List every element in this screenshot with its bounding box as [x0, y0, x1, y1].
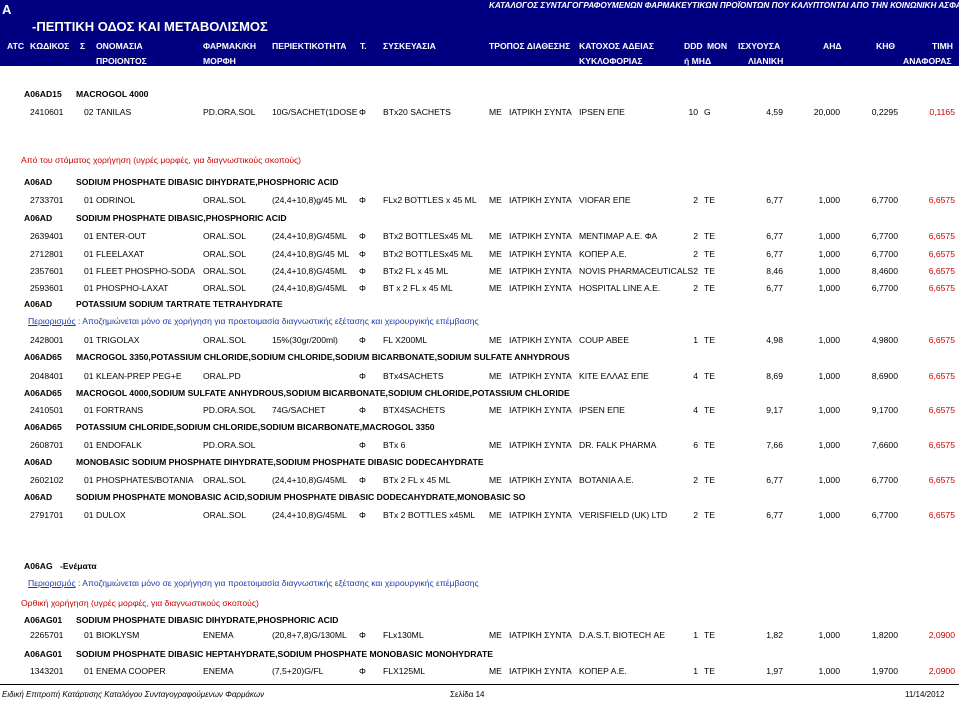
cell-unit: G: [704, 107, 711, 117]
cell-s: 01: [84, 231, 94, 241]
cell-code: 2733701: [30, 195, 64, 205]
cell-pack: BTx20 SACHETS: [383, 107, 451, 117]
cell-ahd: 1,000: [818, 335, 840, 345]
cell-disp2: ΙΑΤΡΙΚΗ ΣΥΝΤΑ: [509, 107, 572, 117]
cell-code: 2791701: [30, 510, 64, 520]
cell-name: BIOKLYSM: [96, 630, 140, 640]
cell-name: PHOSPHO-LAXAT: [96, 283, 169, 293]
cell-s: 01: [84, 475, 94, 485]
cell-holder: D.A.S.T. BIOTECH ΑΕ: [579, 630, 665, 640]
cell-holder: DR. FALK PHARMA: [579, 440, 657, 450]
col-price-2: ΑΝΑΦΟΡΑΣ: [903, 56, 952, 66]
cell-s: 01: [84, 666, 94, 676]
cell-code: 2608701: [30, 440, 64, 450]
cell-khth: 6,7700: [871, 510, 898, 520]
cell-content: (24,4+10,8)G/45ML: [272, 510, 347, 520]
cell-ref: 2,0900: [928, 630, 955, 640]
cell-s: 01: [84, 405, 94, 415]
cell-ref: 6,6575: [928, 371, 955, 381]
col-code: ΚΩΔΙΚΟΣ: [30, 41, 70, 51]
cell-disp1: ΜΕ: [489, 249, 502, 259]
cell-pack: BTx2 BOTTLESx45 ML: [383, 231, 473, 241]
cell-code: 2593601: [30, 283, 64, 293]
cell-ddd: 1: [693, 630, 698, 640]
footer-date: 11/14/2012: [905, 690, 945, 699]
cell-content: 74G/SACHET: [272, 405, 326, 415]
col-ahd: ΑΗΔ: [823, 41, 842, 51]
cell-pack: BT x 2 FL x 45 ML: [383, 283, 453, 293]
cell-disp1: ΜΕ: [489, 335, 502, 345]
cell-ddd: 1: [693, 666, 698, 676]
restriction-text: : Αποζημιώνεται μόνο σε χορήγηση για προετοιμασία διαγνωστικής εξέτασης και χειρουργικής επέμβασης: [78, 316, 479, 326]
footer-page: Σελίδα 14: [450, 690, 485, 699]
cell-name: ENDOFALK: [96, 440, 142, 450]
cell-khth: 6,7700: [871, 249, 898, 259]
cell-retail: 6,77: [766, 475, 783, 485]
cell-holder: IPSEN ΕΠΕ: [579, 405, 625, 415]
section-title: -ΠΕΠΤΙΚΗ ΟΔΟΣ ΚΑΙ ΜΕΤΑΒΟΛΙΣΜΟΣ: [32, 19, 268, 34]
cell-pack: BTX4SACHETS: [383, 405, 446, 415]
cell-disp1: ΜΕ: [489, 475, 502, 485]
cell-disp2: ΙΑΤΡΙΚΗ ΣΥΝΤΑ: [509, 231, 572, 241]
col-valid: ΙΣΧΥΟΥΣΑ: [738, 41, 781, 51]
cell-unit: TE: [704, 440, 715, 450]
cell-ahd: 1,000: [818, 666, 840, 676]
cell-pack: FLx130ML: [383, 630, 424, 640]
cell-unit: TE: [704, 475, 715, 485]
cell-disp1: ΜΕ: [489, 405, 502, 415]
cell-ahd: 1,000: [818, 283, 840, 293]
cell-ref: 6,6575: [928, 475, 955, 485]
cell-disp1: ΜΕ: [489, 107, 502, 117]
cell-code: 2265701: [30, 630, 64, 640]
cell-code: 2410501: [30, 405, 64, 415]
cell-disp1: ΜΕ: [489, 630, 502, 640]
cell-name: TANILAS: [96, 107, 132, 117]
col-atc: ATC: [7, 41, 25, 51]
cell-retail: 8,69: [766, 371, 783, 381]
cell-form: ORAL.SOL: [203, 266, 246, 276]
cell-unit: TE: [704, 195, 715, 205]
cell-disp1: ΜΕ: [489, 666, 502, 676]
cell-content: (24,4+10,8)G/45ML: [272, 283, 347, 293]
cell-disp1: ΜΕ: [489, 231, 502, 241]
cell-ref: 6,6575: [928, 231, 955, 241]
cell-form: ORAL.SOL: [203, 283, 246, 293]
cell-s: 01: [84, 283, 94, 293]
cell-ahd: 20,000: [813, 107, 840, 117]
cell-tt: Φ: [359, 630, 366, 640]
cell-content: (20,8+7,8)G/130ML: [272, 630, 347, 640]
atc-code: A06AD: [24, 457, 53, 467]
cell-tt: Φ: [359, 231, 366, 241]
cell-pack: FLx2 BOTTLES x 45 ML: [383, 195, 477, 205]
cell-unit: TE: [704, 249, 715, 259]
cell-content: (24,4+10,8)G/45ML: [272, 475, 347, 485]
cell-khth: 6,7700: [871, 475, 898, 485]
cell-unit: TE: [704, 666, 715, 676]
cell-disp2: ΙΑΤΡΙΚΗ ΣΥΝΤΑ: [509, 630, 572, 640]
col-t: Τ.: [360, 41, 367, 51]
cell-ahd: 1,000: [818, 266, 840, 276]
cell-unit: TE: [704, 405, 715, 415]
cell-ref: 6,6575: [928, 335, 955, 345]
cell-form: ORAL.PD: [203, 371, 241, 381]
atc-code: A06AD65: [24, 388, 62, 398]
cell-ref: 6,6575: [928, 510, 955, 520]
cell-tt: Φ: [359, 510, 366, 520]
cell-disp1: ΜΕ: [489, 510, 502, 520]
cell-khth: 8,4600: [871, 266, 898, 276]
cell-content: (24,4+10,8)g/45 ML: [272, 195, 348, 205]
cell-disp2: ΙΑΤΡΙΚΗ ΣΥΝΤΑ: [509, 283, 572, 293]
cell-s: 01: [84, 249, 94, 259]
cell-name: FORTRANS: [96, 405, 144, 415]
section-atc: A06AG: [24, 561, 53, 571]
cell-retail: 1,82: [766, 630, 783, 640]
col-ddd-2: ή ΜΗΔ: [684, 56, 712, 66]
atc-code: A06AD: [24, 213, 53, 223]
cell-form: ORAL.SOL: [203, 335, 246, 345]
cell-unit: TE: [704, 283, 715, 293]
cell-holder: NOVIS PHARMACEUTICALS: [579, 266, 694, 276]
col-s: Σ: [80, 41, 86, 51]
cell-code: 2712801: [30, 249, 64, 259]
col-ddd: DDD: [684, 41, 703, 51]
cell-pack: FL X200ML: [383, 335, 428, 345]
cell-name: FLEET PHOSPHO-SODA: [96, 266, 196, 276]
cell-form: PD.ORA.SOL: [203, 405, 256, 415]
cell-s: 01: [84, 335, 94, 345]
footer-committee: Ειδική Επιτροπή Κατάρτισης Καταλόγου Συνταγογραφούμενων Φαρμάκων: [2, 690, 265, 699]
cell-ref: 6,6575: [928, 283, 955, 293]
col-valid-2: ΛΙΑΝΙΚΗ: [748, 56, 784, 66]
cell-khth: 1,9700: [871, 666, 898, 676]
cell-name: TRIGOLAX: [96, 335, 140, 345]
col-name: ΟΝΟΜΑΣΙΑ: [96, 41, 143, 51]
cell-pack: BTx 6: [383, 440, 406, 450]
cell-holder: ΜΕΝΤΙΜΑΡ Α.Ε. ΦΑ: [579, 231, 658, 241]
cell-retail: 6,77: [766, 510, 783, 520]
atc-code: A06AD: [24, 299, 53, 309]
cell-pack: BTx 2 BOTTLES x45ML: [383, 510, 476, 520]
substance-name: POTASSIUM CHLORIDE,SODIUM CHLORIDE,SODIUM BICARBONATE,MACROGOL 3350: [76, 422, 435, 432]
cell-name: ENEMA COOPER: [96, 666, 166, 676]
substance-name: MACROGOL 3350,POTASSIUM CHLORIDE,SODIUM CHLORIDE,SODIUM BICARBONATE,SODIUM SULFATE ANHYDROUS: [76, 352, 570, 362]
cell-s: 01: [84, 630, 94, 640]
cell-ahd: 1,000: [818, 440, 840, 450]
col-khth: ΚΗΘ: [876, 41, 896, 51]
cell-disp2: ΙΑΤΡΙΚΗ ΣΥΝΤΑ: [509, 666, 572, 676]
cell-holder: COUP ΑΒΕΕ: [579, 335, 629, 345]
cell-ddd: 2: [693, 510, 698, 520]
cell-disp1: ΜΕ: [489, 371, 502, 381]
cell-form: ORAL.SOL: [203, 231, 246, 241]
cell-content: (24,4+10,8)G/45ML: [272, 266, 347, 276]
cell-ref: 6,6575: [928, 405, 955, 415]
cell-pack: FLX125ML: [383, 666, 426, 676]
col-form: ΦΑΡΜΑΚ/ΚΗ: [203, 41, 257, 51]
cell-name: PHOSPHATES/BOTANIA: [96, 475, 194, 485]
cell-tt: Φ: [359, 405, 366, 415]
cell-disp1: ΜΕ: [489, 195, 502, 205]
cell-tt: Φ: [359, 107, 366, 117]
cell-unit: TE: [704, 266, 715, 276]
cell-retail: 6,77: [766, 249, 783, 259]
cell-content: (7,5+20)G/FL: [272, 666, 324, 676]
cell-code: 2639401: [30, 231, 64, 241]
cell-ddd: 2: [693, 249, 698, 259]
cell-khth: 6,7700: [871, 231, 898, 241]
atc-code: A06AD: [24, 177, 53, 187]
cell-form: ORAL.SOL: [203, 249, 246, 259]
col-unit: ΜΟΝ: [707, 41, 728, 51]
cell-retail: 4,59: [766, 107, 783, 117]
cell-tt: Φ: [359, 195, 366, 205]
cell-retail: 7,66: [766, 440, 783, 450]
cell-retail: 4,98: [766, 335, 783, 345]
cell-content: 15%(30gr/200ml): [272, 335, 338, 345]
cell-tt: Φ: [359, 283, 366, 293]
cell-s: 02: [84, 107, 94, 117]
cell-ahd: 1,000: [818, 231, 840, 241]
atc-code: A06AD65: [24, 352, 62, 362]
cell-code: 2410601: [30, 107, 64, 117]
cell-disp2: ΙΑΤΡΙΚΗ ΣΥΝΤΑ: [509, 510, 572, 520]
cell-pack: BTx2 FL x 45 ML: [383, 266, 449, 276]
col-form-2: ΜΟΡΦΗ: [203, 56, 236, 66]
cell-disp2: ΙΑΤΡΙΚΗ ΣΥΝΤΑ: [509, 266, 572, 276]
catalog-title: ΚΑΤΑΛΟΓΟΣ ΣΥΝΤΑΓΟΓΡΑΦΟΥΜΕΝΩΝ ΦΑΡΜΑΚΕΥΤΙΚΩΝ ΠΡΟΪΟΝΤΩΝ ΠΟΥ ΚΑΛΥΠΤΟΝΤΑΙ ΑΠΟ ΤΗΝ ΚΟΙΝΩΝΙΚΗ ΑΣΦΑΛΙΣΗ: [489, 1, 980, 10]
cell-content: (24,4+10,8)G/45ML: [272, 231, 347, 241]
cell-holder: ΚΙΤΕ ΕΛΛΑΣ ΕΠΕ: [579, 371, 649, 381]
cell-tt: Φ: [359, 249, 366, 259]
cell-ahd: 1,000: [818, 371, 840, 381]
cell-unit: TE: [704, 231, 715, 241]
cell-ref: 2,0900: [928, 666, 955, 676]
cell-unit: TE: [704, 335, 715, 345]
cell-ahd: 1,000: [818, 510, 840, 520]
substance-name: MONOBASIC SODIUM PHOSPHATE DIHYDRATE,SODIUM PHOSPHATE DIBASIC DODECAHYDRATE: [76, 457, 484, 467]
cell-ahd: 1,000: [818, 630, 840, 640]
cell-unit: TE: [704, 630, 715, 640]
cell-ddd: 2: [693, 231, 698, 241]
cell-ddd: 2: [693, 195, 698, 205]
cell-name: DULOX: [96, 510, 126, 520]
cell-ref: 0,1165: [929, 107, 955, 117]
cell-disp2: ΙΑΤΡΙΚΗ ΣΥΝΤΑ: [509, 335, 572, 345]
col-price: ΤΙΜΗ: [932, 41, 954, 51]
route-note: Ορθική χορήγηση (υγρές μορφές, για διαγνωστικούς σκοπούς): [21, 598, 259, 608]
cell-s: 01: [84, 371, 94, 381]
cell-retail: 6,77: [766, 195, 783, 205]
cell-tt: Φ: [359, 335, 366, 345]
cell-unit: TE: [704, 510, 715, 520]
cell-name: ODRINOL: [96, 195, 136, 205]
cell-ref: 6,6575: [928, 249, 955, 259]
cell-s: 01: [84, 510, 94, 520]
cell-tt: Φ: [359, 266, 366, 276]
atc-code: A06AG01: [24, 649, 63, 659]
cell-ref: 6,6575: [928, 266, 955, 276]
cell-retail: 6,77: [766, 231, 783, 241]
cell-disp1: ΜΕ: [489, 440, 502, 450]
cell-content: 10G/SACHET(1DOSE: [272, 107, 358, 117]
cell-ref: 6,6575: [928, 195, 955, 205]
cell-name: KLEAN-PREP PEG+E: [96, 371, 182, 381]
section-letter: A: [2, 2, 12, 17]
cell-ahd: 1,000: [818, 475, 840, 485]
cell-retail: 8,46: [766, 266, 783, 276]
cell-holder: IPSEN ΕΠΕ: [579, 107, 625, 117]
cell-ddd: 2: [693, 475, 698, 485]
cell-name: FLEELAXAT: [96, 249, 145, 259]
substance-name: SODIUM PHOSPHATE DIBASIC DIHYDRATE,PHOSPHORIC ACID: [76, 177, 339, 187]
cell-tt: Φ: [359, 475, 366, 485]
atc-code: A06AD15: [24, 89, 62, 99]
substance-name: MACROGOL 4000: [76, 89, 149, 99]
cell-ahd: 1,000: [818, 405, 840, 415]
cell-form: ORAL.SOL: [203, 510, 246, 520]
section-title: -Ενέματα: [60, 561, 97, 571]
substance-name: POTASSIUM SODIUM TARTRATE TETRAHYDRATE: [76, 299, 283, 309]
cell-ddd: 10: [688, 107, 698, 117]
cell-holder: HOSPITAL LINE A.E.: [579, 283, 661, 293]
cell-holder: VIOFAR ΕΠΕ: [579, 195, 631, 205]
col-dispense: ΤΡΟΠΟΣ ΔΙΑΘΕΣΗΣ: [489, 41, 571, 51]
cell-disp2: ΙΑΤΡΙΚΗ ΣΥΝΤΑ: [509, 195, 572, 205]
cell-retail: 1,97: [766, 666, 783, 676]
cell-ahd: 1,000: [818, 195, 840, 205]
cell-form: PD.ORA.SOL: [203, 440, 256, 450]
cell-khth: 9,1700: [871, 405, 898, 415]
cell-holder: ΚΟΠΕΡ Α.Ε.: [579, 666, 627, 676]
cell-tt: Φ: [359, 666, 366, 676]
restriction-text: : Αποζημιώνεται μόνο σε χορήγηση για προετοιμασία διαγνωστικής εξέτασης και χειρουργικής επέμβασης: [78, 578, 479, 588]
col-pack: ΣΥΣΚΕΥΑΣΙΑ: [383, 41, 436, 51]
cell-form: ORAL.SOL: [203, 195, 246, 205]
col-holder: ΚΑΤΟΧΟΣ ΑΔΕΙΑΣ: [579, 41, 654, 51]
cell-ddd: 4: [693, 371, 698, 381]
substance-name: SODIUM PHOSPHATE MONOBASIC ACID,SODIUM PHOSPHATE DIBASIC DODECAHYDRATE,MONOBASIC SO: [76, 492, 526, 502]
cell-disp2: ΙΑΤΡΙΚΗ ΣΥΝΤΑ: [509, 405, 572, 415]
cell-form: ENEMA: [203, 630, 234, 640]
cell-s: 01: [84, 195, 94, 205]
cell-disp2: ΙΑΤΡΙΚΗ ΣΥΝΤΑ: [509, 440, 572, 450]
cell-khth: 8,6900: [871, 371, 898, 381]
atc-code: A06AD: [24, 492, 53, 502]
restriction-label: Περιορισμός: [28, 578, 76, 588]
col-name-2: ΠΡΟΙΟΝΤΟΣ: [96, 56, 147, 66]
substance-name: SODIUM PHOSPHATE DIBASIC HEPTAHYDRATE,SODIUM PHOSPHATE MONOBASIC MONOHYDRATE: [76, 649, 493, 659]
cell-form: PD.ORA.SOL: [203, 107, 256, 117]
cell-pack: BTx 2 FL x 45 ML: [383, 475, 451, 485]
cell-khth: 6,7700: [871, 283, 898, 293]
cell-retail: 9,17: [766, 405, 783, 415]
cell-s: 01: [84, 440, 94, 450]
atc-code: A06AD65: [24, 422, 62, 432]
cell-code: 2048401: [30, 371, 64, 381]
atc-code: A06AG01: [24, 615, 63, 625]
cell-retail: 6,77: [766, 283, 783, 293]
cell-ddd: 2: [693, 266, 698, 276]
cell-pack: BTx2 BOTTLESx45 ML: [383, 249, 473, 259]
cell-ddd: 4: [693, 405, 698, 415]
cell-disp2: ΙΑΤΡΙΚΗ ΣΥΝΤΑ: [509, 249, 572, 259]
cell-holder: ΚΟΠΕΡ Α.Ε.: [579, 249, 627, 259]
cell-khth: 4,9800: [871, 335, 898, 345]
col-content: ΠΕΡΙΕΚΤΙΚΟΤΗΤΑ: [272, 41, 347, 51]
cell-disp2: ΙΑΤΡΙΚΗ ΣΥΝΤΑ: [509, 475, 572, 485]
cell-disp1: ΜΕ: [489, 266, 502, 276]
cell-form: ORAL.SOL: [203, 475, 246, 485]
cell-holder: BOTANIA A.E.: [579, 475, 634, 485]
cell-khth: 0,2295: [871, 107, 898, 117]
route-note: Από του στόματος χορήγηση (υγρές μορφές, για διαγνωστικούς σκοπούς): [21, 155, 302, 165]
cell-content: (24,4+10,8)G/45 ML: [272, 249, 350, 259]
cell-ddd: 1: [693, 335, 698, 345]
footer-divider: [0, 684, 959, 685]
substance-name: SODIUM PHOSPHATE DIBASIC DIHYDRATE,PHOSPHORIC ACID: [76, 615, 339, 625]
cell-code: 2428001: [30, 335, 64, 345]
cell-khth: 7,6600: [871, 440, 898, 450]
cell-tt: Φ: [359, 440, 366, 450]
cell-ahd: 1,000: [818, 249, 840, 259]
col-holder-2: ΚΥΚΛΟΦΟΡΙΑΣ: [579, 56, 643, 66]
cell-unit: TE: [704, 371, 715, 381]
cell-ref: 6,6575: [928, 440, 955, 450]
restriction-label: Περιορισμός: [28, 316, 76, 326]
cell-form: ENEMA: [203, 666, 234, 676]
cell-s: 01: [84, 266, 94, 276]
cell-disp2: ΙΑΤΡΙΚΗ ΣΥΝΤΑ: [509, 371, 572, 381]
cell-name: ENTER-OUT: [96, 231, 147, 241]
cell-khth: 1,8200: [871, 630, 898, 640]
cell-code: 2602102: [30, 475, 64, 485]
substance-name: SODIUM PHOSPHATE DIBASIC,PHOSPHORIC ACID: [76, 213, 287, 223]
cell-disp1: ΜΕ: [489, 283, 502, 293]
substance-name: MACROGOL 4000,SODIUM SULFATE ANHYDROUS,SODIUM BICARBONATE,SODIUM CHLORIDE,POTASSIUM CHLORIDE: [76, 388, 570, 398]
cell-ddd: 2: [693, 283, 698, 293]
cell-code: 1343201: [30, 666, 64, 676]
cell-holder: VERISFIELD (UK) LTD: [579, 510, 668, 520]
cell-pack: BTx4SACHETS: [383, 371, 444, 381]
cell-code: 2357601: [30, 266, 64, 276]
cell-khth: 6,7700: [871, 195, 898, 205]
cell-tt: Φ: [359, 371, 366, 381]
cell-ddd: 6: [693, 440, 698, 450]
